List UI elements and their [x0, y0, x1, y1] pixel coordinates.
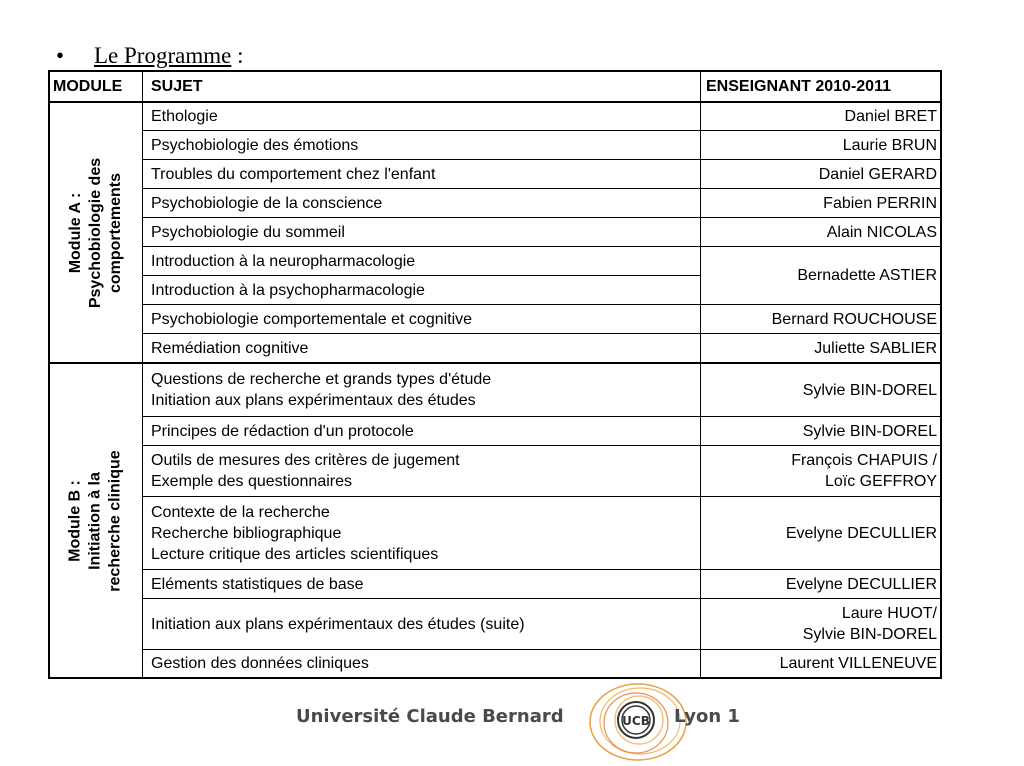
- module-a-line: comportements: [107, 172, 125, 293]
- teacher-cell: [700, 189, 940, 217]
- slide-title-suffix: :: [231, 43, 244, 68]
- subject-line: Remédiation cognitive: [151, 339, 309, 357]
- header-subject: SUJET: [151, 78, 203, 95]
- subject-cell: [150, 364, 701, 416]
- subject-cell: [150, 446, 701, 496]
- teacher-line: Bernadette ASTIER: [797, 267, 937, 284]
- subject-line: Gestion des données cliniques: [151, 655, 369, 672]
- subject-line: Recherche bibliographique: [151, 524, 342, 542]
- program-table: [48, 70, 942, 679]
- subject-line: Initiation aux plans expérimentaux des études (suite): [151, 615, 525, 633]
- teacher-line: Evelyne DECULLIER: [785, 524, 937, 542]
- subject-line: Principes de rédaction d'un protocole: [151, 422, 414, 440]
- subject-line: Ethologie: [151, 107, 218, 125]
- module-b-label: [50, 365, 142, 677]
- subject-cell: [150, 417, 701, 445]
- module-b-line: Module B :: [67, 480, 85, 562]
- subject-cell: [150, 247, 701, 275]
- subject-cell: [150, 131, 701, 159]
- teacher-cell: [700, 650, 940, 677]
- teacher-line: Sylvie BIN-DOREL: [802, 422, 937, 440]
- subject-cell: [150, 650, 701, 677]
- subject-line: Initiation aux plans expérimentaux des études: [151, 392, 476, 409]
- subject-line: Outils de mesures des critères de jugement: [151, 452, 460, 469]
- slide-title-text: Le Programme: [94, 43, 232, 68]
- subject-cell: [150, 497, 701, 569]
- subject-cell: [150, 305, 701, 333]
- subject-line: Exemple des questionnaires: [151, 473, 353, 490]
- subject-cell: [150, 102, 701, 130]
- header-module: MODULE: [53, 78, 123, 95]
- header-teacher: ENSEIGNANT 2010-2011: [706, 78, 891, 95]
- teacher-line: Laurent VILLENEUVE: [779, 655, 937, 672]
- teacher-line: François CHAPUIS /: [791, 452, 937, 469]
- column-divider: [142, 72, 143, 677]
- teacher-cell: [700, 364, 940, 416]
- teacher-cell: [700, 599, 940, 649]
- teacher-line: Alain NICOLAS: [826, 223, 937, 241]
- teacher-cell: [700, 160, 940, 188]
- subject-line: Troubles du comportement chez l'enfant: [151, 165, 436, 183]
- subject-line: Eléments statistiques de base: [151, 575, 364, 593]
- subject-line: Lecture critique des articles scientifiques: [151, 545, 439, 563]
- teacher-cell: [700, 131, 940, 159]
- emblem-text: UCB: [622, 714, 650, 728]
- teacher-line: Fabien PERRIN: [823, 194, 937, 212]
- slide-heading: [0, 18, 600, 68]
- subject-line: Psychobiologie du sommeil: [151, 223, 345, 241]
- subject-line: Introduction à la psychopharmacologie: [151, 281, 425, 299]
- teacher-line: Daniel GERARD: [818, 165, 937, 183]
- subject-line: Psychobiologie de la conscience: [151, 194, 383, 212]
- subject-line: Contexte de la recherche: [151, 503, 330, 521]
- teacher-line: Bernard ROUCHOUSE: [771, 310, 937, 328]
- subject-cell: [150, 570, 701, 598]
- teacher-line: Loïc GEFFROY: [824, 473, 937, 490]
- subject-line: Introduction à la neuropharmacologie: [151, 252, 416, 270]
- bullet-point: •: [56, 43, 65, 68]
- teacher-cell: [700, 102, 940, 130]
- teacher-cell: [700, 247, 940, 304]
- subject-cell: [150, 599, 701, 649]
- module-a-label-text: [66, 157, 126, 307]
- module-a-line: Psychobiologie des: [87, 157, 105, 308]
- teacher-line: Laurie BRUN: [842, 136, 937, 154]
- teacher-line: Evelyne DECULLIER: [785, 575, 937, 593]
- teacher-line: Sylvie BIN-DOREL: [802, 626, 937, 643]
- teacher-line: Laure HUOT/: [841, 605, 937, 622]
- subject-cell: [150, 334, 701, 362]
- module-a-line: Module A :: [67, 192, 85, 273]
- module-a-label: [50, 102, 142, 363]
- subject-line: Psychobiologie des émotions: [151, 136, 359, 154]
- subject-cell: [150, 189, 701, 217]
- module-b-line: Initiation à la: [87, 472, 105, 570]
- teacher-cell: [700, 417, 940, 445]
- module-b-label-text: [66, 450, 126, 591]
- teacher-line: Juliette SABLIER: [814, 339, 937, 357]
- teacher-cell: [700, 218, 940, 246]
- subject-line: Questions de recherche et grands types d'étude: [151, 371, 492, 388]
- subject-cell: [150, 160, 701, 188]
- teacher-cell: [700, 497, 940, 569]
- teacher-line: Daniel BRET: [844, 107, 937, 125]
- teacher-cell: [700, 446, 940, 496]
- subject-cell: [150, 276, 701, 304]
- teacher-cell: [700, 305, 940, 333]
- subject-cell: [150, 218, 701, 246]
- university-logo: [290, 676, 750, 766]
- subject-line: Psychobiologie comportementale et cognitive: [151, 310, 473, 328]
- logo-left-text: Université Claude Bernard: [296, 706, 564, 727]
- teacher-cell: [700, 570, 940, 598]
- module-b-line: recherche clinique: [107, 450, 125, 592]
- logo-right-text: Lyon 1: [674, 706, 740, 727]
- slide-title: [94, 42, 243, 70]
- teacher-line: Sylvie BIN-DOREL: [802, 381, 937, 399]
- teacher-cell: [700, 334, 940, 362]
